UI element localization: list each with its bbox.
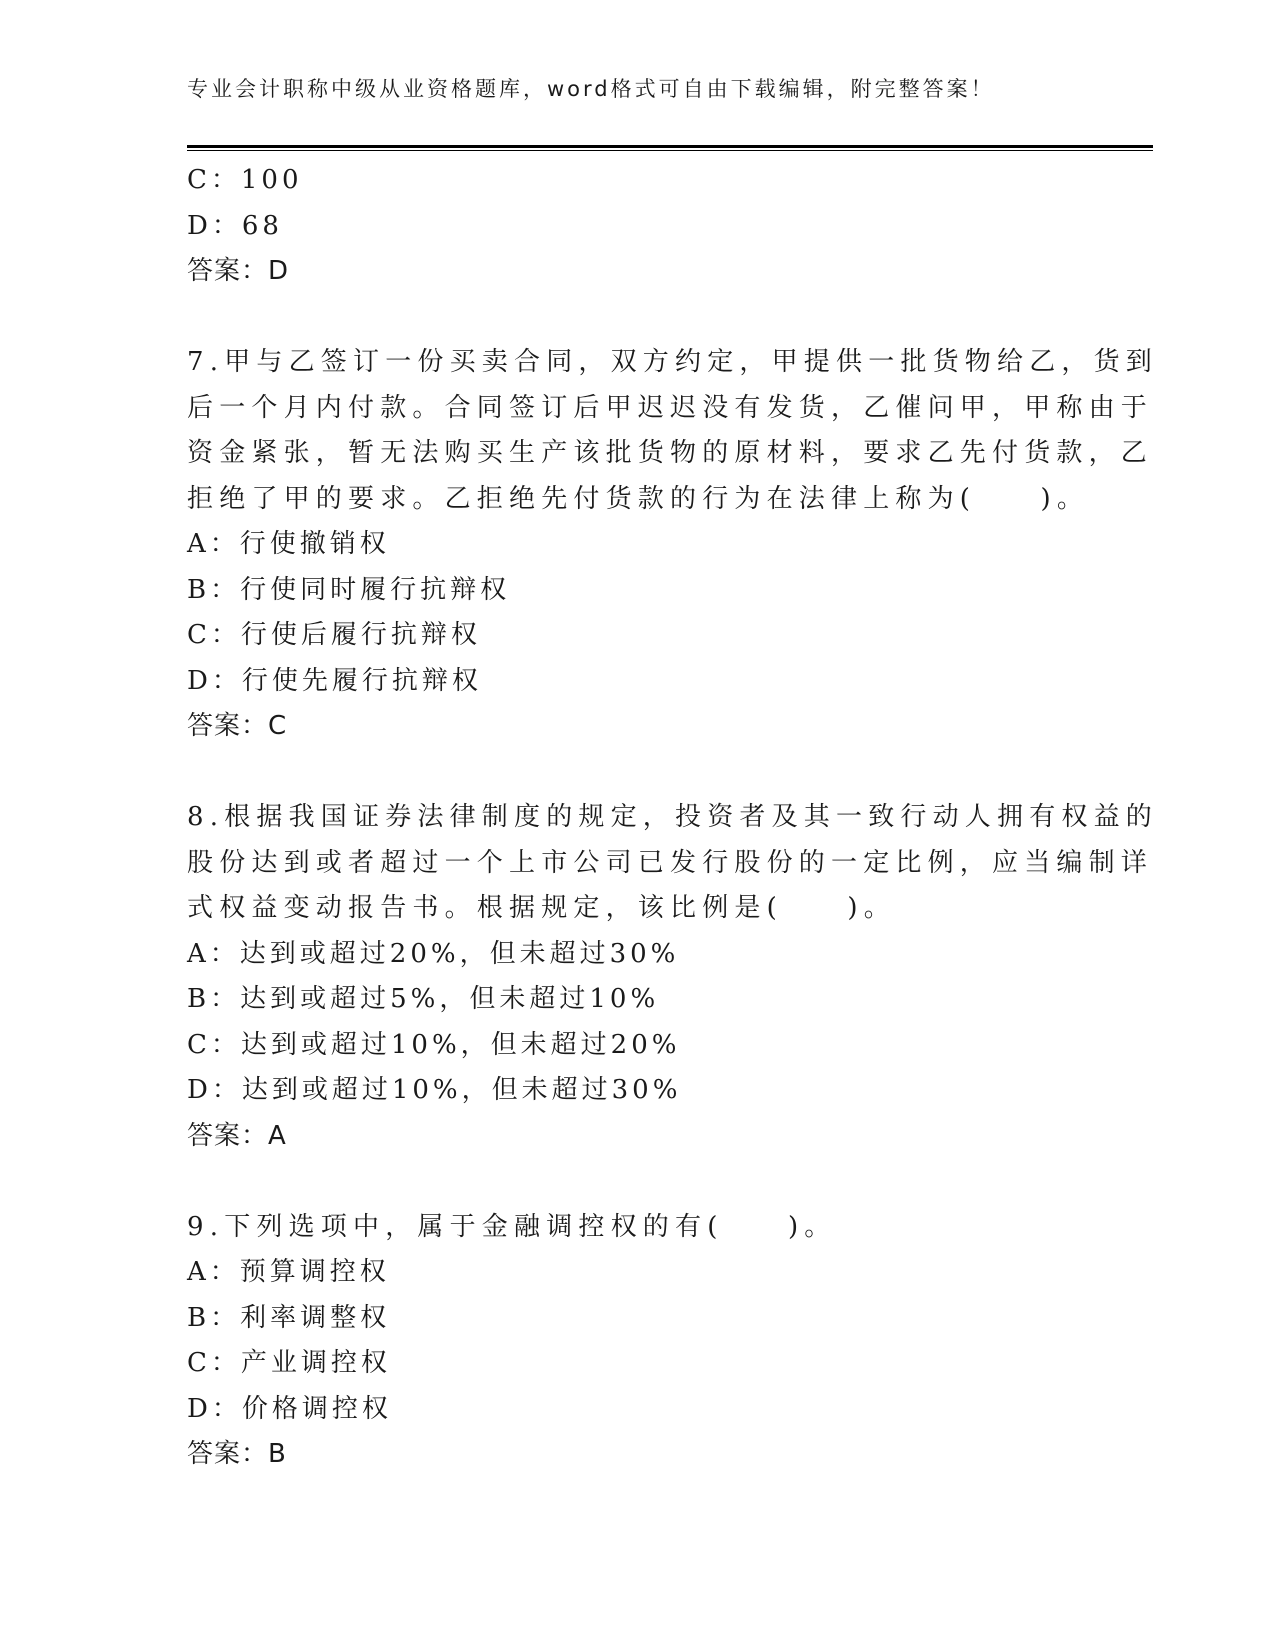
option-b: B：利率调整权 — [187, 1302, 391, 1333]
question-text-line: 8.根据我国证券法律制度的规定，投资者及其一致行动人拥有权益的 — [187, 802, 1159, 832]
question-text-line: 股份达到或者超过一个上市公司已发行股份的一定比例，应当编制详 — [187, 847, 1154, 878]
option-d: D：行使先履行抗辩权 — [187, 665, 482, 696]
answer: 答案：C — [187, 711, 288, 741]
option-d: D：价格调控权 — [187, 1393, 392, 1424]
option-c: C：产业调控权 — [187, 1348, 391, 1378]
option-c: C：达到或超过10%，但未超过20% — [187, 1029, 681, 1060]
header-rule-thick — [187, 145, 1153, 148]
option-b: B：达到或超过5%，但未超过10% — [187, 984, 660, 1014]
question-8 — [187, 795, 1159, 1159]
question-content — [187, 158, 1159, 1478]
question-text-line: 9.下列选项中，属于金融调控权的有( )。 — [187, 1211, 837, 1242]
answer: 答案：B — [187, 1439, 287, 1469]
question-text-line: 式权益变动报告书。根据规定，该比例是( )。 — [187, 893, 896, 923]
option-a: A：预算调控权 — [187, 1257, 390, 1287]
option-c: C：行使后履行抗辩权 — [187, 620, 481, 650]
question-text-line: 拒绝了甲的要求。乙拒绝先付货款的行为在法律上称为( )。 — [187, 483, 1090, 514]
question-text-line: 7.甲与乙签订一份买卖合同，双方约定，甲提供一批货物给乙，货到 — [187, 347, 1159, 377]
question-7 — [187, 340, 1159, 750]
answer: 答案：D — [187, 256, 290, 286]
option-a: A：达到或超过20%，但未超过30% — [187, 938, 680, 969]
option-d: D：达到或超过10%，但未超过30% — [187, 1075, 682, 1105]
option-a: A：行使撤销权 — [187, 529, 390, 559]
question-9 — [187, 1205, 1067, 1478]
page-header: 专业会计职称中级从业资格题库，word格式可自由下载编辑，附完整答案！ — [187, 77, 995, 101]
question-text-line: 资金紧张，暂无法购买生产该批货物的原材料，要求乙先付货款，乙 — [187, 438, 1154, 468]
spacer — [187, 295, 1067, 341]
spacer — [187, 1159, 1067, 1205]
question-text-line: 后一个月内付款。合同签订后甲迟迟没有发货，乙催问甲，甲称由于 — [187, 392, 1154, 423]
option-c: C：100 — [187, 165, 303, 195]
spacer — [187, 750, 1067, 796]
option-d: D：68 — [187, 210, 283, 241]
header-rule-thin — [187, 150, 1153, 151]
option-b: B：行使同时履行抗辩权 — [187, 574, 511, 605]
answer: 答案：A — [187, 1120, 287, 1151]
